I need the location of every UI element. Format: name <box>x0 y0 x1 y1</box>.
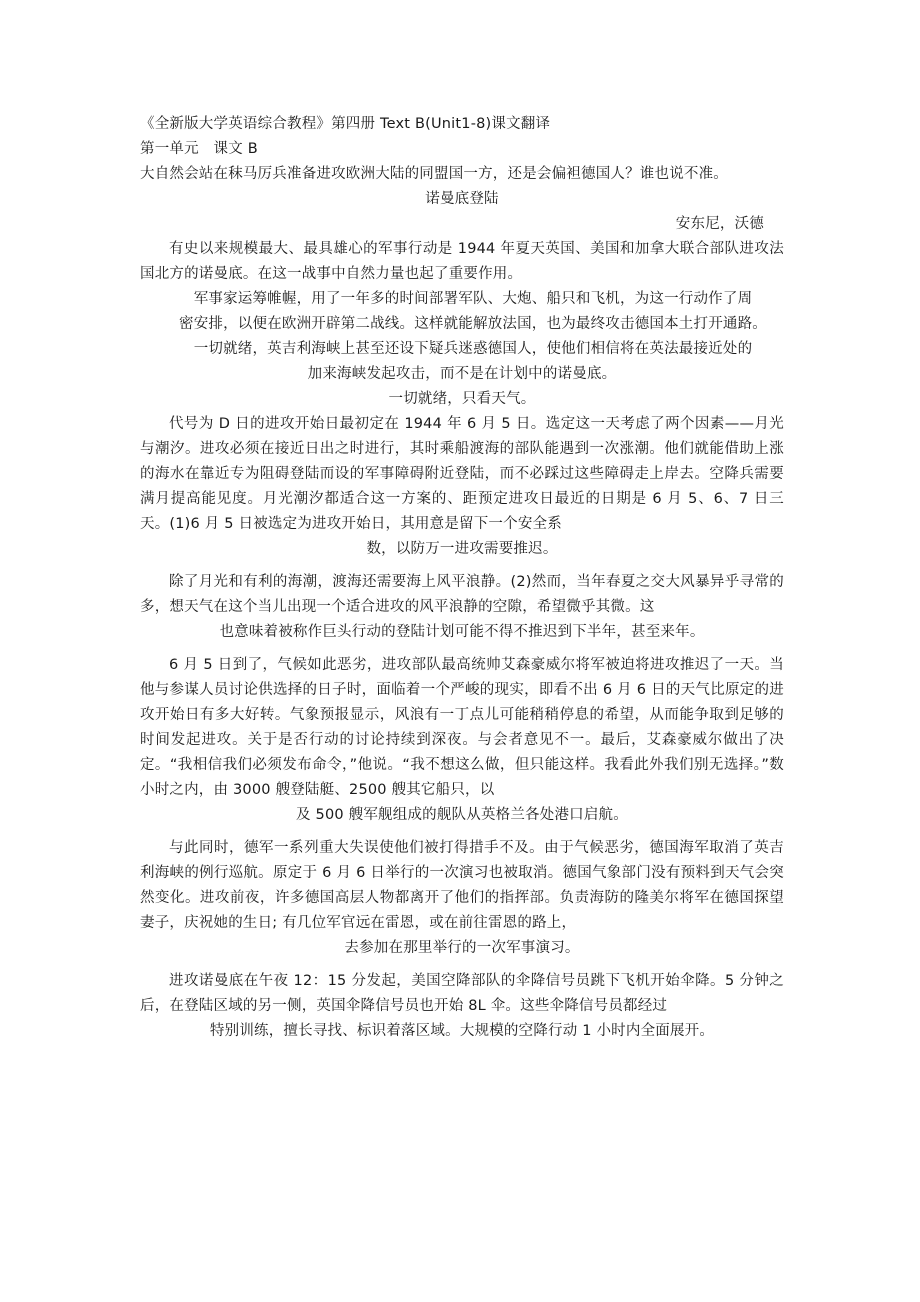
paragraph-8-body: 进攻诺曼底在午夜 12：15 分发起，美国空降部队的伞降信号员跳下飞机开始伞降。5 分钟之后，在登陆区域的另一侧，英国伞降信号员也开始 8L 伞。这些伞降信号员都经过 <box>140 973 784 1014</box>
article-author: 安东尼，沃德 <box>675 216 764 232</box>
paragraph-7-body: 与此同时，德军一系列重大失误使他们被打得措手不及。由于气候恶劣，德国海军取消了英吉利海峡的例行巡航。原定于 6 月 6 日举行的一次演习也被取消。德国气象部门没有预料到天气会突然变化。进攻前夜，许多德国高层人物都离开了他们的指挥部。负责海防的隆美尔将军在德国探望妻子，庆祝她的生日; 有几位军官远在雷恩，或在前往雷恩的路上， <box>140 840 784 931</box>
paragraph-4-body: 代号为 D 日的进攻开始日最初定在 1944 年 6 月 5 日。选定这一天考虑了两个因素——月光与潮汐。进攻必须在接近日出之时进行，其时乘船渡海的部队能遇到一次涨潮。他们就能借助上涨的海水在靠近专为阻碍登陆而设的军事障碍附近登陆，而不必踩过这些障碍走上岸去。空降兵需要满月提高能见度。月光潮汐都适合这一方案的、距预定进攻日最近的日期是 6 月 5、6、7 日三天。(1)6 月 5 日被选定为进攻开始日，其用意是留下一个安全系 <box>140 416 784 532</box>
document-body <box>140 112 784 1052</box>
paragraph-3-line-2: 加来海峡发起攻击，而不是在计划中的诺曼底。 <box>307 366 617 382</box>
paragraph-2-line-1: 军事家运筹帷幄，用了一年多的时间部署军队、大炮、船只和飞机，为这一行动作了周 <box>193 291 753 307</box>
epigraph: 大自然会站在秣马厉兵准备进攻欧洲大陆的同盟国一方，还是会偏袒德国人？谁也说不准。 <box>140 166 728 182</box>
paragraph-5 <box>140 570 784 645</box>
paragraph-6-body: 6 月 5 日到了，气候如此恶劣，进攻部队最高统帅艾森豪威尔将军被迫将进攻推迟了一天。当他与参谋人员讨论供选择的日子时，面临着一个严峻的现实，即看不出 6 月 6 日的天气比原定的进攻开始日有多大好转。气象预报显示，风浪有一丁点儿可能稍稍停息的希望，从而能争取到足够的时间发起进攻。关于是否行动的讨论持续到深夜。与会者意见不一。最后，艾森豪威尔做出了决定。“我相信我们必须发布命令，”他说。“我不想这么做，但只能这样。我看此外我们别无选择。”数小时之内，由 3000 艘登陆艇、2500 艘其它船只，以 <box>140 657 784 798</box>
paragraph-2-line-2: 密安排，以便在欧洲开辟第二战线。这样就能解放法国，也为最终攻击德国本土打开通路。 <box>179 316 767 332</box>
paragraph-5-end: 也意味着被称作巨头行动的登陆计划可能不得不推迟到下半年，甚至来年。 <box>219 624 705 640</box>
article-heading: 诺曼底登陆 <box>425 191 499 207</box>
paragraph-6-end: 及 500 艘军舰组成的舰队从英格兰各处港口启航。 <box>296 807 628 823</box>
paragraph-7-end: 去参加在那里举行的一次军事演习。 <box>344 940 580 956</box>
paragraph-4 <box>140 412 784 562</box>
paragraph-3-line-3: 一切就绪，只看天气。 <box>388 391 536 407</box>
paragraph-8 <box>140 969 784 1044</box>
paragraph-6 <box>140 653 784 828</box>
paragraph-3-line-1: 一切就绪，英吉利海峡上甚至还设下疑兵迷惑德国人，使他们相信将在英法最接近处的 <box>193 341 753 357</box>
paragraph-5-body: 除了月光和有利的海潮，渡海还需要海上风平浪静。(2)然而，当年春夏之交大风暴异乎寻常的多，想天气在这个当儿出现一个适合进攻的风平浪静的空隙，希望微乎其微。这 <box>140 574 784 615</box>
unit-heading: 第一单元 课文 B <box>140 141 258 157</box>
paragraph-7 <box>140 836 784 961</box>
paragraph-8-end: 特别训练，擅长寻找、标识着落区域。大规模的空降行动 1 小时内全面展开。 <box>209 1023 715 1039</box>
document-title: 《全新版大学英语综合教程》第四册 Text B(Unit1-8)课文翻译 <box>140 116 551 132</box>
paragraph-4-end: 数，以防万一进攻需要推迟。 <box>366 541 558 557</box>
paragraph-1: 有史以来规模最大、最具雄心的军事行动是 1944 年夏天英国、美国和加拿大联合部队进攻法国北方的诺曼底。在这一战事中自然力量也起了重要作用。 <box>140 241 784 282</box>
